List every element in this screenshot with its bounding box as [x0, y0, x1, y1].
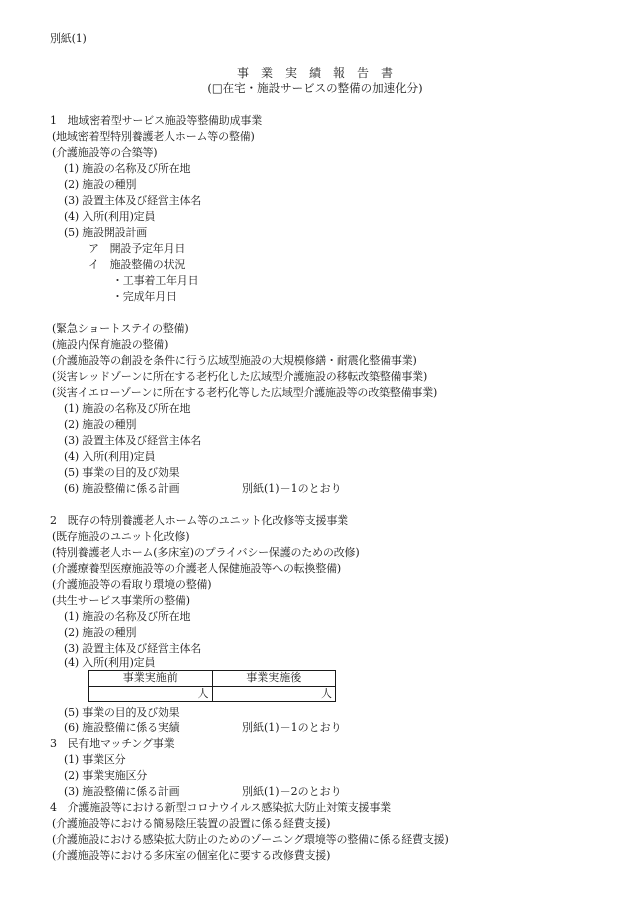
item-facility-plan: (6) 施設整備に係る計画 — [64, 482, 180, 495]
section-1-subtitle-4: (施設内保育施設の整備) — [52, 338, 169, 351]
item-name-location: (1) 施設の名称及び所在地 — [64, 402, 191, 415]
item-capacity: (4) 入所(利用)定員 — [64, 450, 156, 463]
capacity-before-value: 人 — [89, 686, 213, 702]
item-facility-type: (2) 施設の種別 — [64, 626, 137, 639]
section-3-heading: 3 民有地マッチング事業 — [50, 737, 175, 750]
section-1-subtitle-6: (災害レッドゾーンに所在する老朽化した広域型介護施設の移転改築整備事業) — [52, 370, 428, 383]
reference-note: 別紙(1)－1のとおり — [242, 482, 342, 495]
reference-note: 別紙(1)－2のとおり — [242, 785, 342, 798]
section-1-subtitle-3: (緊急ショートステイの整備) — [52, 322, 189, 335]
subitem-opening-date: ア 開設予定年月日 — [88, 242, 186, 255]
section-2-subtitle-5: (共生サービス事業所の整備) — [52, 594, 190, 607]
reference-note: 別紙(1)－1のとおり — [242, 721, 342, 734]
subitem-construction-status: イ 施設整備の状況 — [88, 258, 186, 271]
attachment-label: 別紙(1) — [50, 32, 87, 45]
section-4-subtitle-2: (介護施設における感染拡大防止のためのゾーニング環境等の整備に係る経費支援) — [52, 833, 449, 846]
section-1-subtitle-2: (介護施設等の合築等) — [52, 146, 158, 159]
item-opening-plan: (5) 施設開設計画 — [64, 226, 148, 239]
item-project-category: (1) 事業区分 — [64, 753, 126, 766]
item-facility-results: (6) 施設整備に係る実績 — [64, 721, 180, 734]
section-2-heading: 2 既存の特別養護老人ホーム等のユニット化改修等支援事業 — [50, 514, 348, 527]
document-subtitle: (□在宅・施設サービスの整備の加速化分) — [207, 81, 423, 95]
item-name-location: (1) 施設の名称及び所在地 — [64, 162, 191, 175]
section-1-heading: 1 地域密着型サービス施設等整備助成事業 — [50, 114, 262, 127]
item-capacity: (4) 入所(利用)定員 — [64, 656, 156, 669]
capacity-table — [88, 670, 336, 702]
section-1-subtitle-1: (地域密着型特別養護老人ホーム等の整備) — [52, 130, 255, 143]
item-name-location: (1) 施設の名称及び所在地 — [64, 610, 191, 623]
section-1-subtitle-7: (災害イエローゾーンに所在する老朽化等した広域型介護施設等の改築整備事業) — [52, 386, 438, 399]
section-2-subtitle-4: (介護施設等の看取り環境の整備) — [52, 578, 212, 591]
section-1-subtitle-5: (介護施設等の創設を条件に行う広域型施設の大規模修繕・耐震化整備事業) — [52, 354, 417, 367]
section-2-subtitle-2: (特別養護老人ホーム(多床室)のプライバシー保護のための改修) — [52, 546, 360, 559]
item-purpose-effect: (5) 事業の目的及び効果 — [64, 466, 180, 479]
item-purpose-effect: (5) 事業の目的及び効果 — [64, 706, 180, 719]
item-operator: (3) 設置主体及び経営主体名 — [64, 194, 202, 207]
document-title: 事 業 実 績 報 告 書 — [236, 66, 393, 80]
section-2-subtitle-1: (既存施設のユニット化改修) — [52, 530, 190, 543]
item-operator: (3) 設置主体及び経営主体名 — [64, 642, 202, 655]
section-2-subtitle-3: (介護療養型医療施設等の介護老人保健施設等への転換整備) — [52, 562, 341, 575]
item-facility-type: (2) 施設の種別 — [64, 178, 137, 191]
capacity-after-value: 人 — [212, 686, 336, 702]
item-implementation-category: (2) 事業実施区分 — [64, 769, 148, 782]
item-operator: (3) 設置主体及び経営主体名 — [64, 434, 202, 447]
section-4-heading: 4 介護施設等における新型コロナウイルス感染拡大防止対策支援事業 — [50, 801, 391, 814]
capacity-after-header: 事業実施後 — [212, 671, 336, 687]
item-facility-plan: (3) 施設整備に係る計画 — [64, 785, 180, 798]
section-4-subtitle-1: (介護施設等における簡易陰圧装置の設置に係る経費支援) — [52, 817, 331, 830]
item-facility-type: (2) 施設の種別 — [64, 418, 137, 431]
section-4-subtitle-3: (介護施設等における多床室の個室化に要する改修費支援) — [52, 849, 331, 862]
capacity-before-header: 事業実施前 — [89, 671, 213, 687]
item-capacity: (4) 入所(利用)定員 — [64, 210, 156, 223]
bullet-construction-start: ・工事着工年月日 — [112, 274, 199, 287]
bullet-completion-date: ・完成年月日 — [112, 290, 177, 303]
